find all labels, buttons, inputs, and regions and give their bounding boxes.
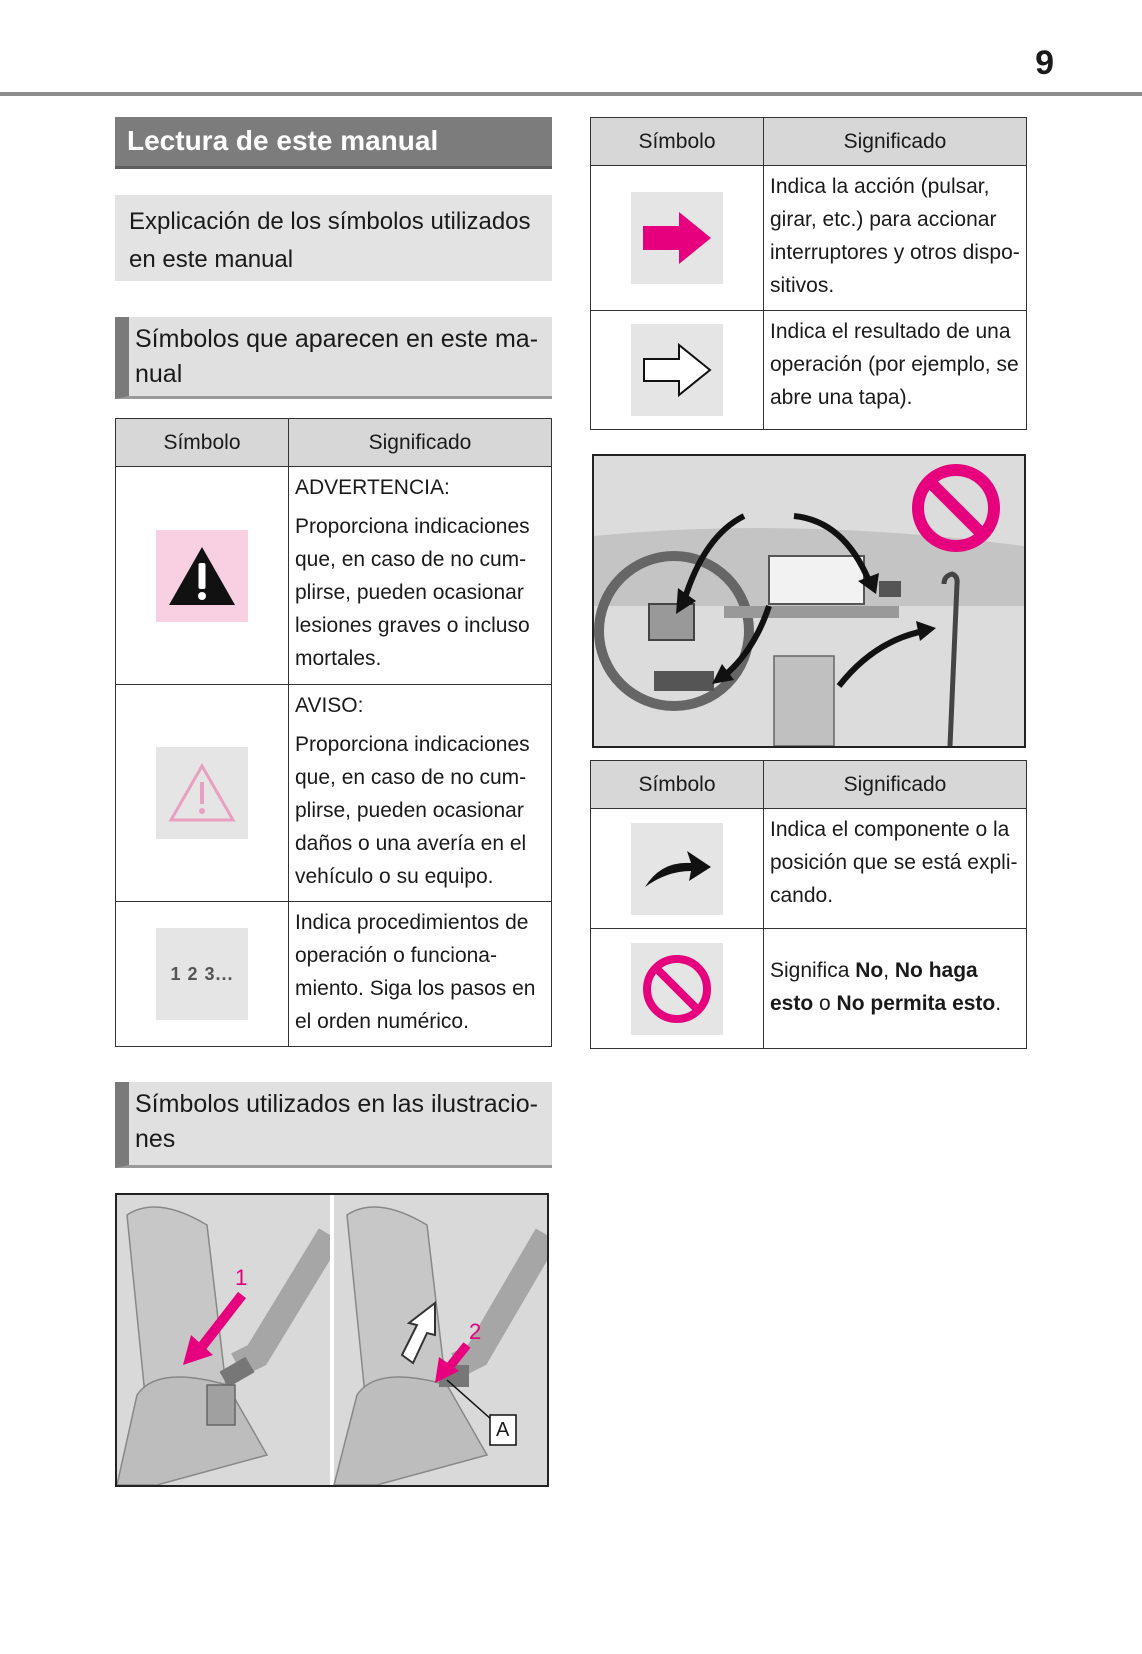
filled-arrow-icon <box>631 192 723 284</box>
table-row <box>116 685 552 902</box>
dashboard-illustration <box>592 454 1026 748</box>
prohibited-dont-allow: No permita esto <box>836 991 996 1015</box>
caution-outline-icon <box>156 747 248 839</box>
action-text: Indica la acción (pulsar, girar, etc.) para accionar interruptores y otros dispo-sitivos. <box>770 175 1020 297</box>
numbered-steps-label: 1 2 3... <box>170 963 234 984</box>
top-rule <box>0 92 1142 96</box>
curved-arrow-icon <box>631 823 723 915</box>
table-header-meaning: Significado <box>289 419 552 467</box>
table-row <box>116 902 552 1047</box>
step-2-label: 2 <box>469 1319 482 1344</box>
prohibited-text-part: o <box>813 991 837 1015</box>
step-1-label: 1 <box>235 1265 248 1290</box>
numbered-steps-icon <box>156 928 248 1020</box>
subsection-box: Explicación de los símbolos utilizados en este manual <box>115 195 552 281</box>
prohibited-icon <box>631 943 723 1035</box>
prohibited-no: No <box>855 958 884 982</box>
warning-filled-icon <box>156 530 248 622</box>
heading-illustrations: Símbolos utilizados en las ilustracio-nes <box>115 1082 552 1168</box>
page-number: 9 <box>1035 44 1054 82</box>
right-column <box>590 117 1027 1049</box>
prohibited-dont-do: No haga esto <box>770 958 978 1015</box>
table-row <box>591 311 1027 430</box>
prohibited-text <box>770 954 1020 1020</box>
result-text: Indica el resultado de una operación (por ejemplo, se abre una tapa). <box>770 320 1019 409</box>
component-text: Indica el componente o la posición que se está expli-cando. <box>770 818 1018 907</box>
caution-label: AVISO: <box>295 694 364 717</box>
warning-text: Proporciona indicaciones que, en caso de no cum-plirse, pueden ocasionar lesiones graves o incluso mortales. <box>295 515 530 670</box>
prohibited-text-part: Significa <box>770 958 856 982</box>
table-row <box>591 929 1027 1049</box>
warning-label: ADVERTENCIA: <box>295 476 450 499</box>
table-row <box>591 809 1027 929</box>
heading-symbols: Símbolos que aparecen en este ma-nual <box>115 317 552 399</box>
table-row <box>116 467 552 685</box>
steps-text: Indica procedimientos de operación o funciona-miento. Siga los pasos en el orden numérico. <box>295 911 536 1033</box>
prohibited-text-part: . <box>995 991 1002 1015</box>
table-row <box>591 166 1027 311</box>
left-column <box>115 117 552 1487</box>
table-header-symbol: Símbolo <box>116 419 289 467</box>
outline-arrow-icon <box>631 324 723 416</box>
table-header-meaning: Significado <box>764 761 1027 809</box>
table-header-symbol: Símbolo <box>591 761 764 809</box>
section-title: Lectura de este manual <box>115 117 552 169</box>
table-header-meaning: Significado <box>764 118 1027 166</box>
action-symbols-table <box>590 117 1027 430</box>
table-header-symbol: Símbolo <box>591 118 764 166</box>
seatbelt-illustration <box>115 1193 549 1487</box>
warning-symbols-table <box>115 418 552 1047</box>
caution-text: Proporciona indicaciones que, en caso de no cum-plirse, pueden ocasionar daños o una avería en el vehículo o su equipo. <box>295 733 530 888</box>
callout-a-label: A <box>496 1419 510 1441</box>
prohibited-text-part: , <box>883 958 895 982</box>
illustration-symbols-table <box>590 760 1027 1049</box>
